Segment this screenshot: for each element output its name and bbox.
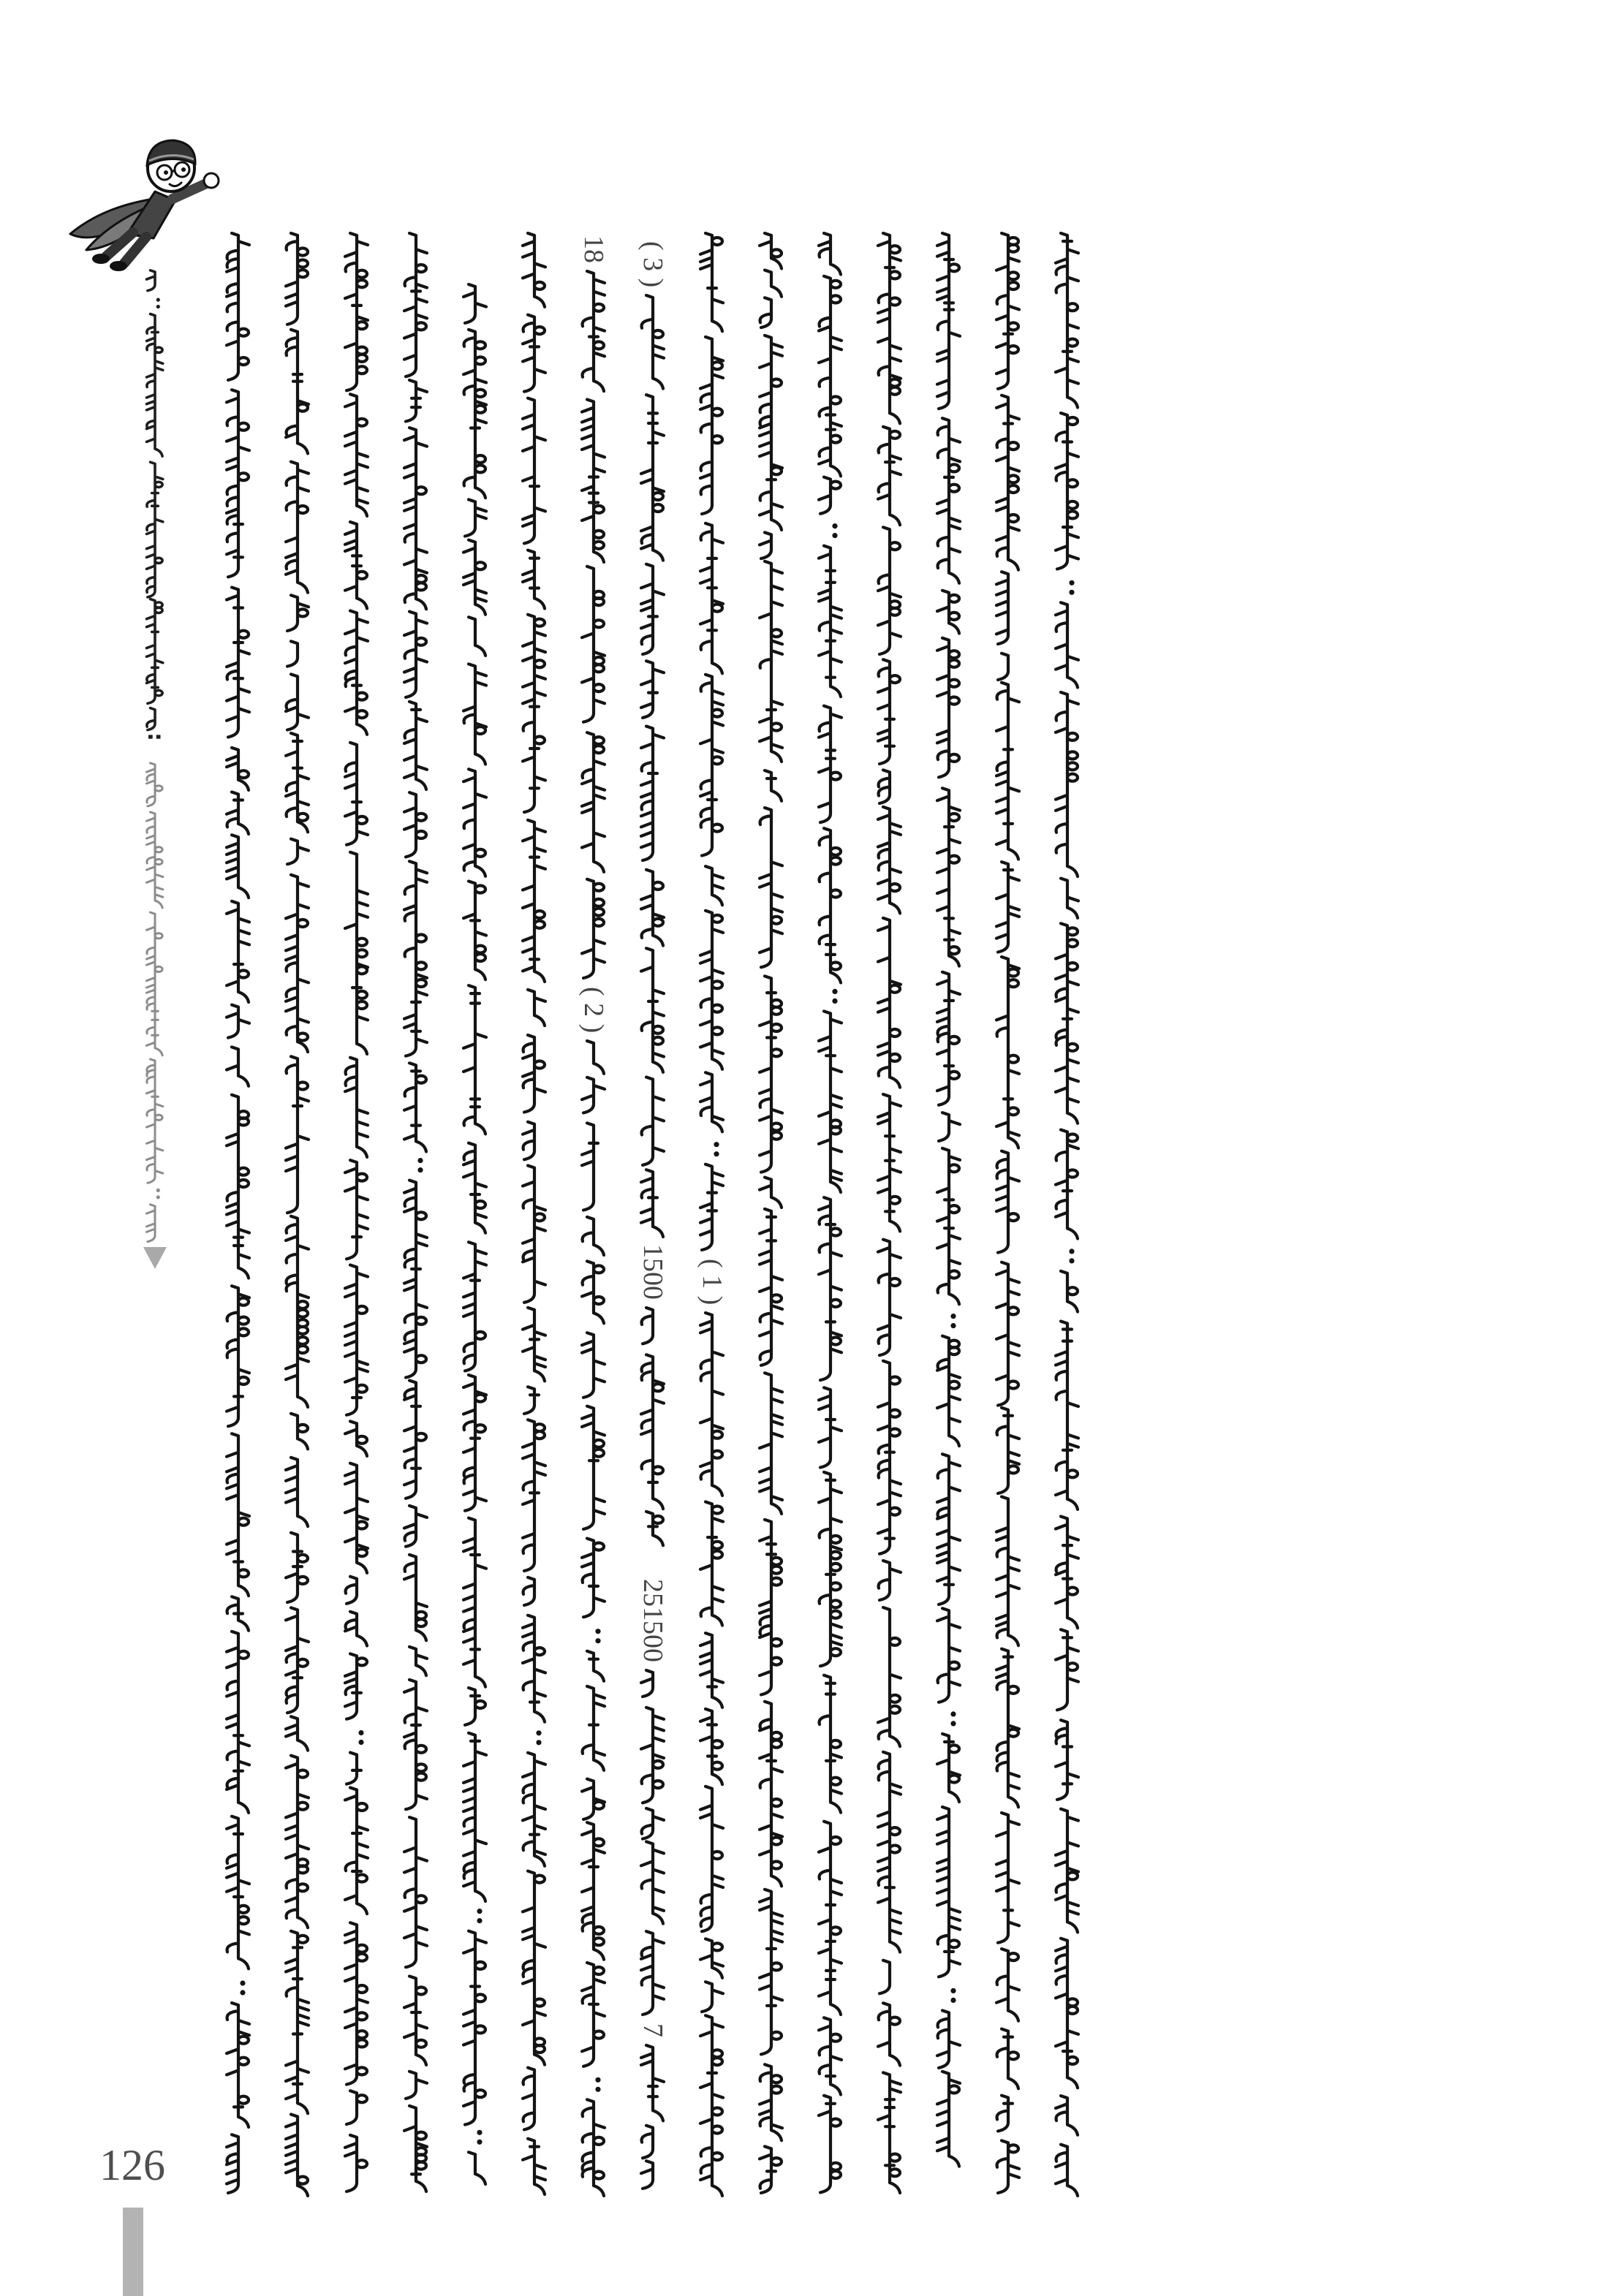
glyph-strokes — [404, 233, 427, 2191]
punctuation-dot — [832, 523, 837, 528]
punctuation-dot — [1069, 1258, 1074, 1263]
glyph-strokes — [147, 270, 163, 730]
punctuation-dot — [832, 999, 837, 1004]
page-number: 126 — [99, 2141, 165, 2189]
glyph-strokes — [1056, 233, 1078, 2196]
punctuation-dot — [950, 1998, 956, 2003]
text-column — [631, 0, 675, 2296]
punctuation-dot — [156, 1195, 160, 1199]
header-separator: : — [143, 732, 168, 741]
punctuation-dot — [536, 1740, 541, 1745]
punctuation-dot — [832, 533, 837, 538]
punctuation-dot — [417, 1158, 423, 1163]
inline-number: ( 2 ) — [578, 987, 609, 1034]
text-column — [276, 0, 319, 2296]
punctuation-dot — [358, 1730, 363, 1735]
inline-number: ( 3 ) — [638, 241, 668, 288]
text-column — [868, 0, 912, 2296]
text-column — [572, 0, 616, 2296]
glyph-strokes — [819, 233, 841, 2192]
punctuation-dot — [417, 1167, 423, 1172]
punctuation-dot — [156, 298, 160, 302]
text-column — [512, 0, 556, 2296]
punctuation-dot — [595, 1629, 600, 1634]
punctuation-dot — [714, 1142, 719, 1147]
eye — [181, 167, 186, 172]
punctuation-dot — [950, 1721, 956, 1726]
text-column — [453, 0, 497, 2296]
punctuation-dot — [714, 1151, 719, 1156]
glyph-strokes — [937, 233, 960, 2167]
glyph-strokes — [641, 295, 664, 2189]
text-column — [927, 0, 971, 2296]
glyph-strokes — [464, 284, 486, 2184]
shoe — [110, 261, 127, 271]
punctuation-dot — [477, 2140, 482, 2145]
punctuation-dot — [595, 2077, 600, 2083]
punctuation-dot — [1069, 580, 1074, 586]
punctuation-dot — [950, 1314, 956, 1319]
text-column — [690, 0, 734, 2296]
punctuation-dot — [536, 1730, 541, 1735]
punctuation-dot — [477, 1918, 482, 1923]
running-header — [133, 0, 177, 2296]
punctuation-dot — [1069, 590, 1074, 595]
inline-number: 251500 — [638, 1579, 668, 1662]
glyph-strokes — [227, 233, 249, 2193]
text-column — [216, 0, 260, 2296]
glyph-strokes — [996, 233, 1019, 2193]
text-column — [986, 0, 1030, 2296]
glyph-strokes — [878, 233, 901, 2193]
text-column — [394, 0, 438, 2296]
inline-number: ( 1 ) — [697, 1259, 727, 1306]
inline-number: 1500 — [638, 1244, 668, 1300]
inline-number: 18 — [578, 235, 609, 263]
inline-number: 7 — [638, 2023, 668, 2037]
text-column — [749, 0, 793, 2296]
shoe — [92, 254, 110, 264]
punctuation-dot — [358, 1740, 363, 1745]
text-column — [1045, 0, 1089, 2296]
punctuation-dot — [950, 1323, 956, 1328]
punctuation-dot — [477, 1909, 482, 1914]
glyph-strokes — [286, 233, 309, 2196]
punctuation-dot — [156, 1189, 160, 1192]
header-marker-triangle — [143, 1247, 167, 1269]
punctuation-dot — [477, 2130, 482, 2135]
punctuation-dot — [240, 1980, 245, 1985]
glyph-strokes — [582, 271, 605, 2196]
punctuation-dot — [156, 305, 160, 308]
text-column — [809, 0, 852, 2296]
header-glyphs — [133, 0, 177, 2296]
punctuation-dot — [1069, 1249, 1074, 1254]
punctuation-dot — [950, 1988, 956, 1993]
glyph-strokes — [523, 233, 545, 2194]
punctuation-dot — [595, 2087, 600, 2092]
punctuation-dot — [950, 1711, 956, 1716]
glyph-strokes — [760, 233, 782, 2193]
text-column — [335, 0, 379, 2296]
punctuation-dot — [595, 1638, 600, 1643]
page-edge-tab — [123, 2208, 143, 2296]
punctuation-dot — [832, 989, 837, 994]
punctuation-dot — [240, 1990, 245, 1995]
glyph-strokes — [700, 233, 723, 2196]
glyph-strokes — [345, 233, 368, 2191]
glyph-strokes — [147, 763, 163, 1242]
